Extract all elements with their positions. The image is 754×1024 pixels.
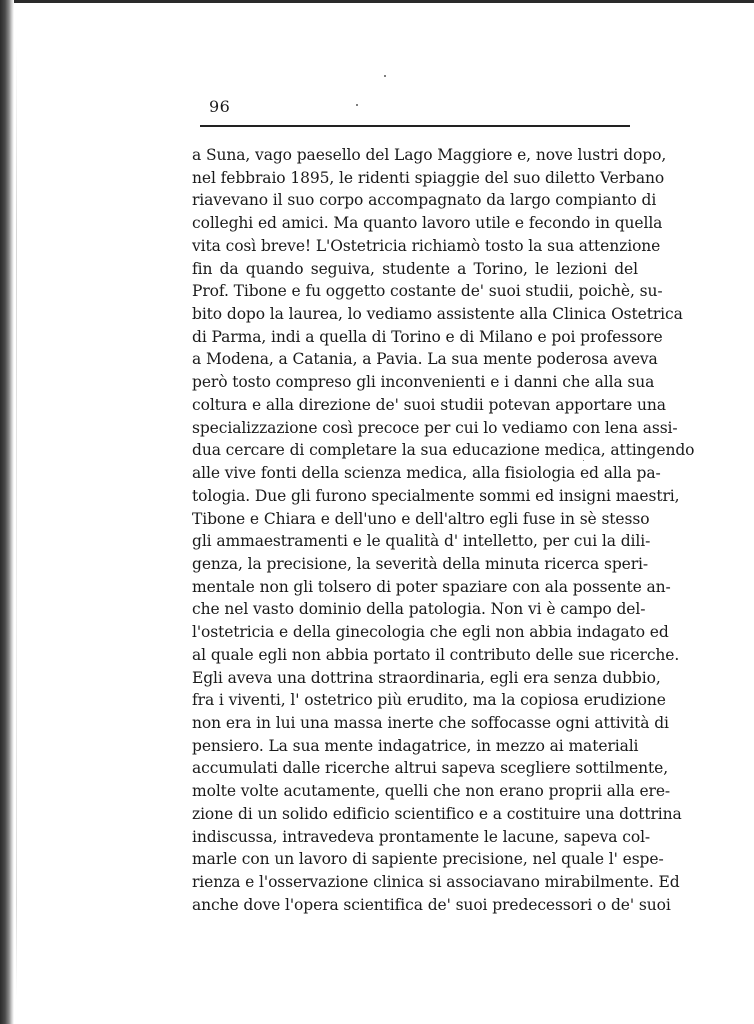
scan-speck [384, 75, 386, 77]
text-line: tologia. Due gli furono specialmente sommi ed insigni maestri, [192, 486, 680, 505]
text-line: marle con un lavoro di sapiente precisione, nel quale l' espe- [192, 850, 664, 869]
body-text [192, 144, 695, 916]
text-line: l'ostetricia e della ginecologia che egli non abbia indagato ed [192, 623, 669, 642]
text-line: Prof. Tibone e fu oggetto costante de' suoi studii, poichè, su- [192, 282, 663, 301]
text-line: che nel vasto dominio della patologia. Non vi è campo del- [192, 600, 646, 619]
scan-speck [356, 104, 358, 106]
text-line: bito dopo la laurea, lo vediamo assistente alla Clinica Ostetrica [192, 305, 683, 324]
text-line: nel febbraio 1895, le ridenti spiaggie del suo diletto Verbano [192, 168, 665, 187]
text-line: mentale non gli tolsero di poter spaziare con ala possente an- [192, 577, 671, 596]
text-line: anche dove l'opera scientifica de' suoi predecessori o de' suoi [192, 895, 671, 914]
text-line: al quale egli non abbia portato il contributo delle sue ricerche. [192, 645, 680, 664]
text-line: colleghi ed amici. Ma quanto lavoro utile e fecondo in quella [192, 214, 663, 233]
text-line: accumulati dalle ricerche altrui sapeva scegliere sottilmente, [192, 759, 669, 778]
text-line: zione di un solido edificio scientifico e a costituire una dottrina [192, 804, 682, 823]
text-line: coltura e alla direzione de' suoi studii potevan apportare una [192, 395, 666, 414]
text-line: fin da quando seguiva, studente a Torino, le lezioni del [192, 259, 638, 278]
text-line: dua cercare di completare la sua educazione medica, attingendo [192, 441, 695, 460]
header-rule [200, 125, 630, 127]
text-line: Tibone e Chiara e dell'uno e dell'altro egli fuse in sè stesso [192, 509, 650, 528]
text-line: Egli aveva una dottrina straordinaria, egli era senza dubbio, [192, 668, 661, 687]
text-line: a Suna, vago paesello del Lago Maggiore e, nove lustri dopo, [192, 146, 667, 164]
text-line: pensiero. La sua mente indagatrice, in mezzo ai materiali [192, 736, 639, 755]
text-line: di Parma, indi a quella di Torino e di Milano e poi professore [192, 327, 663, 346]
book-binding-shadow [0, 0, 14, 1024]
text-line: riavevano il suo corpo accompagnato da largo compianto di [192, 191, 657, 210]
text-line: specializzazione così precoce per cui lo vediamo con lena assi- [192, 418, 678, 437]
text-line: vita così breve! L'Ostetricia richiamò tosto la sua attenzione [192, 236, 661, 255]
text-line: molte volte acutamente, quelli che non erano proprii alla ere- [192, 782, 671, 801]
text-line: però tosto compreso gli inconvenienti e i danni che alla sua [192, 373, 655, 392]
text-line: gli ammaestramenti e le qualità d' intelletto, per cui la dili- [192, 532, 651, 551]
text-line: genza, la precisione, la severità della minuta ricerca speri- [192, 554, 649, 573]
text-line: a Modena, a Catania, a Pavia. La sua mente poderosa aveva [192, 350, 658, 369]
text-line: rienza e l'osservazione clinica si associavano mirabilmente. Ed [192, 873, 680, 891]
page-number: 96 [209, 97, 231, 116]
text-line: fra i viventi, l' ostetrico più erudito, ma la copiosa erudizione [192, 691, 666, 710]
text-line: alle vive fonti della scienza medica, alla fisiologia ed alla pa- [192, 464, 661, 483]
gutter-streak [16, 40, 17, 1000]
text-line: non era in lui una massa inerte che soffocasse ogni attività di [192, 713, 669, 732]
page-top-edge [0, 0, 754, 3]
text-line: indiscussa, intravedeva prontamente le lacune, sapeva col- [192, 827, 651, 846]
